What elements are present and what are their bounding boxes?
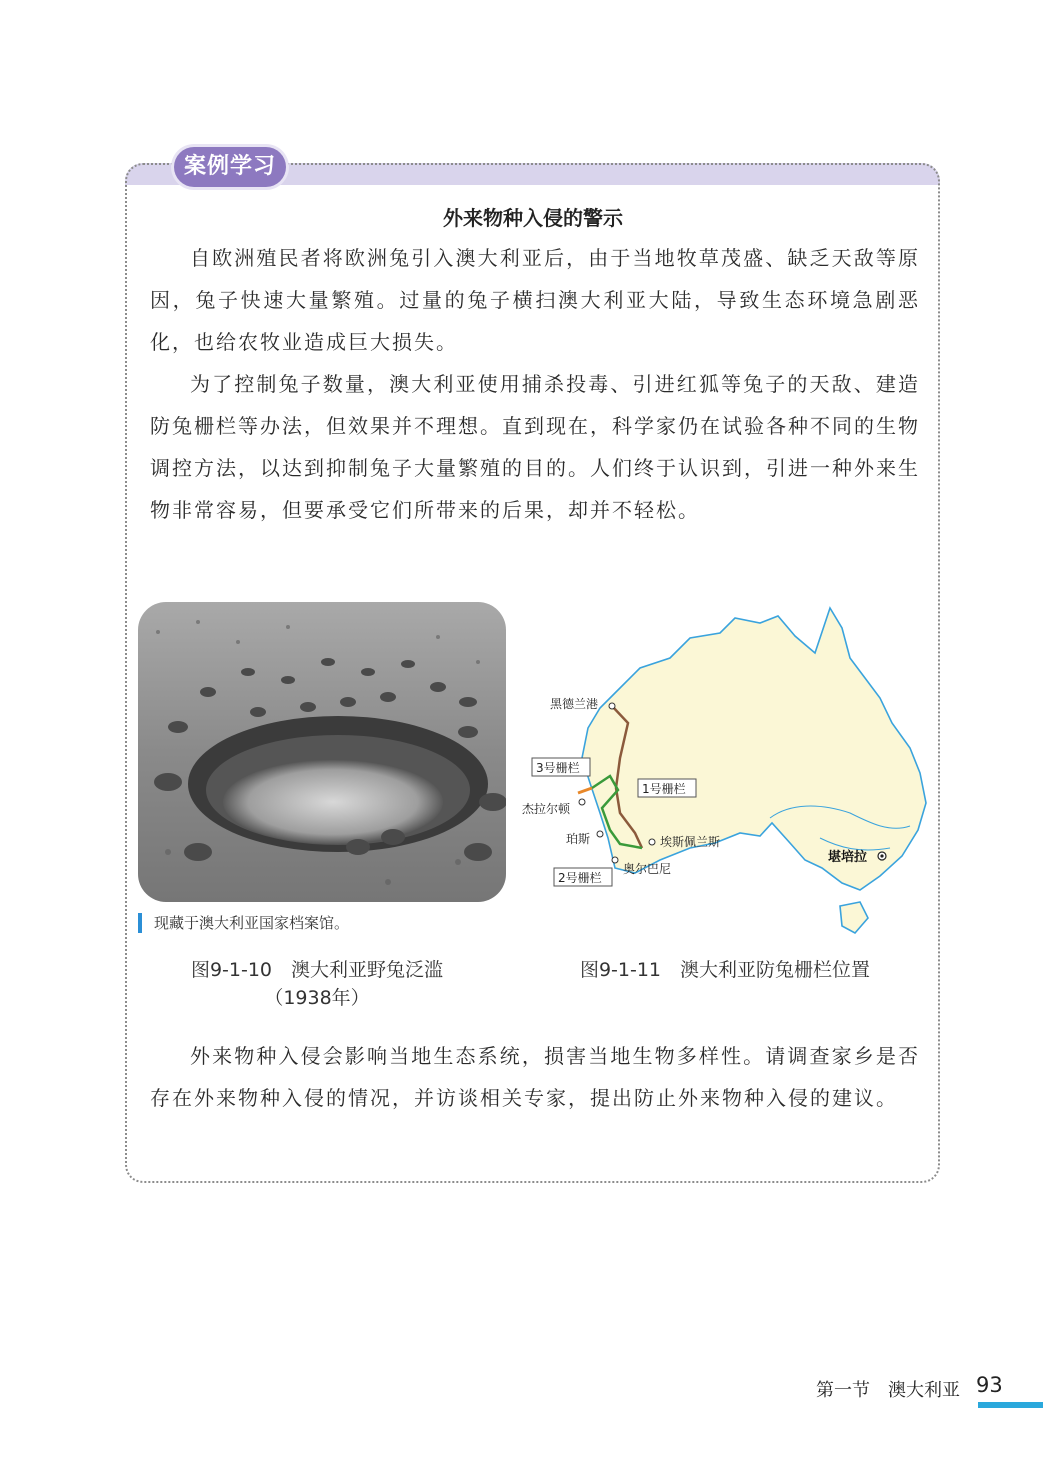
- label-albany: 奥尔巴尼: [623, 862, 672, 876]
- australia-map-svg: [520, 598, 935, 948]
- tasmania: [840, 902, 868, 933]
- label-perth: 珀斯: [566, 832, 591, 846]
- paragraph-1: 自欧洲殖民者将欧洲兔引入澳大利亚后，由于当地牧草茂盛、缺乏天敌等原因，兔子快速大量繁殖。过量的兔子横扫澳大利亚大陆，导致生态环境急剧恶化，也给农牧业造成巨大损失。: [150, 246, 920, 354]
- case-title: 外来物种入侵的警示: [443, 206, 623, 230]
- australia-fence-map: [520, 598, 935, 948]
- case-study-tab: 案例学习: [174, 147, 286, 187]
- label-fence2: 2号栅栏: [558, 871, 602, 885]
- albany-marker: [612, 857, 618, 863]
- footer-section: 第一节 澳大利亚: [816, 1380, 960, 1401]
- page-number: 93: [976, 1373, 1003, 1397]
- figure-10-caption: 图9-1-10 澳大利亚野兔泛滥: [190, 959, 444, 981]
- label-fence1: 1号栅栏: [642, 782, 686, 796]
- photo-note: 现藏于澳大利亚国家档案馆。: [138, 913, 349, 933]
- figure-11-caption: 图9-1-11 澳大利亚防兔栅栏位置: [579, 959, 871, 981]
- label-canberra: 堪培拉: [828, 850, 868, 865]
- hedland-marker: [609, 703, 615, 709]
- geraldton-marker: [579, 799, 585, 805]
- label-esperance: 埃斯佩兰斯: [660, 835, 721, 849]
- closing-paragraph: 外来物种入侵会影响当地生态系统，损害当地生物多样性。请调查家乡是否存在外来物种入侵的情况，并访谈相关专家，提出防止外来物种入侵的建议。: [150, 1044, 920, 1110]
- label-fence3: 3号栅栏: [536, 761, 580, 775]
- label-geraldton: 杰拉尔顿: [522, 802, 571, 816]
- label-hedland: 黑德兰港: [550, 697, 599, 711]
- fence-3-line: [578, 788, 592, 793]
- esperance-marker: [649, 839, 655, 845]
- figure-10-year: （1938年）: [264, 987, 370, 1009]
- rabbit-photo: [138, 602, 506, 902]
- rabbit-photo-image: [138, 602, 506, 902]
- footer-accent-bar: [978, 1402, 1043, 1408]
- paragraph-2: 为了控制兔子数量，澳大利亚使用捕杀投毒、引进红狐等兔子的天敌、建造防兔栅栏等办法，但效果并不理想。直到现在，科学家仍在试验各种不同的生物调控方法，以达到抑制兔子大量繁殖的目的。人们终于认识到，引进一种外来生物非常容易，但要承受它们所带来的后果，却并不轻松。: [150, 372, 920, 522]
- perth-marker: [597, 831, 603, 837]
